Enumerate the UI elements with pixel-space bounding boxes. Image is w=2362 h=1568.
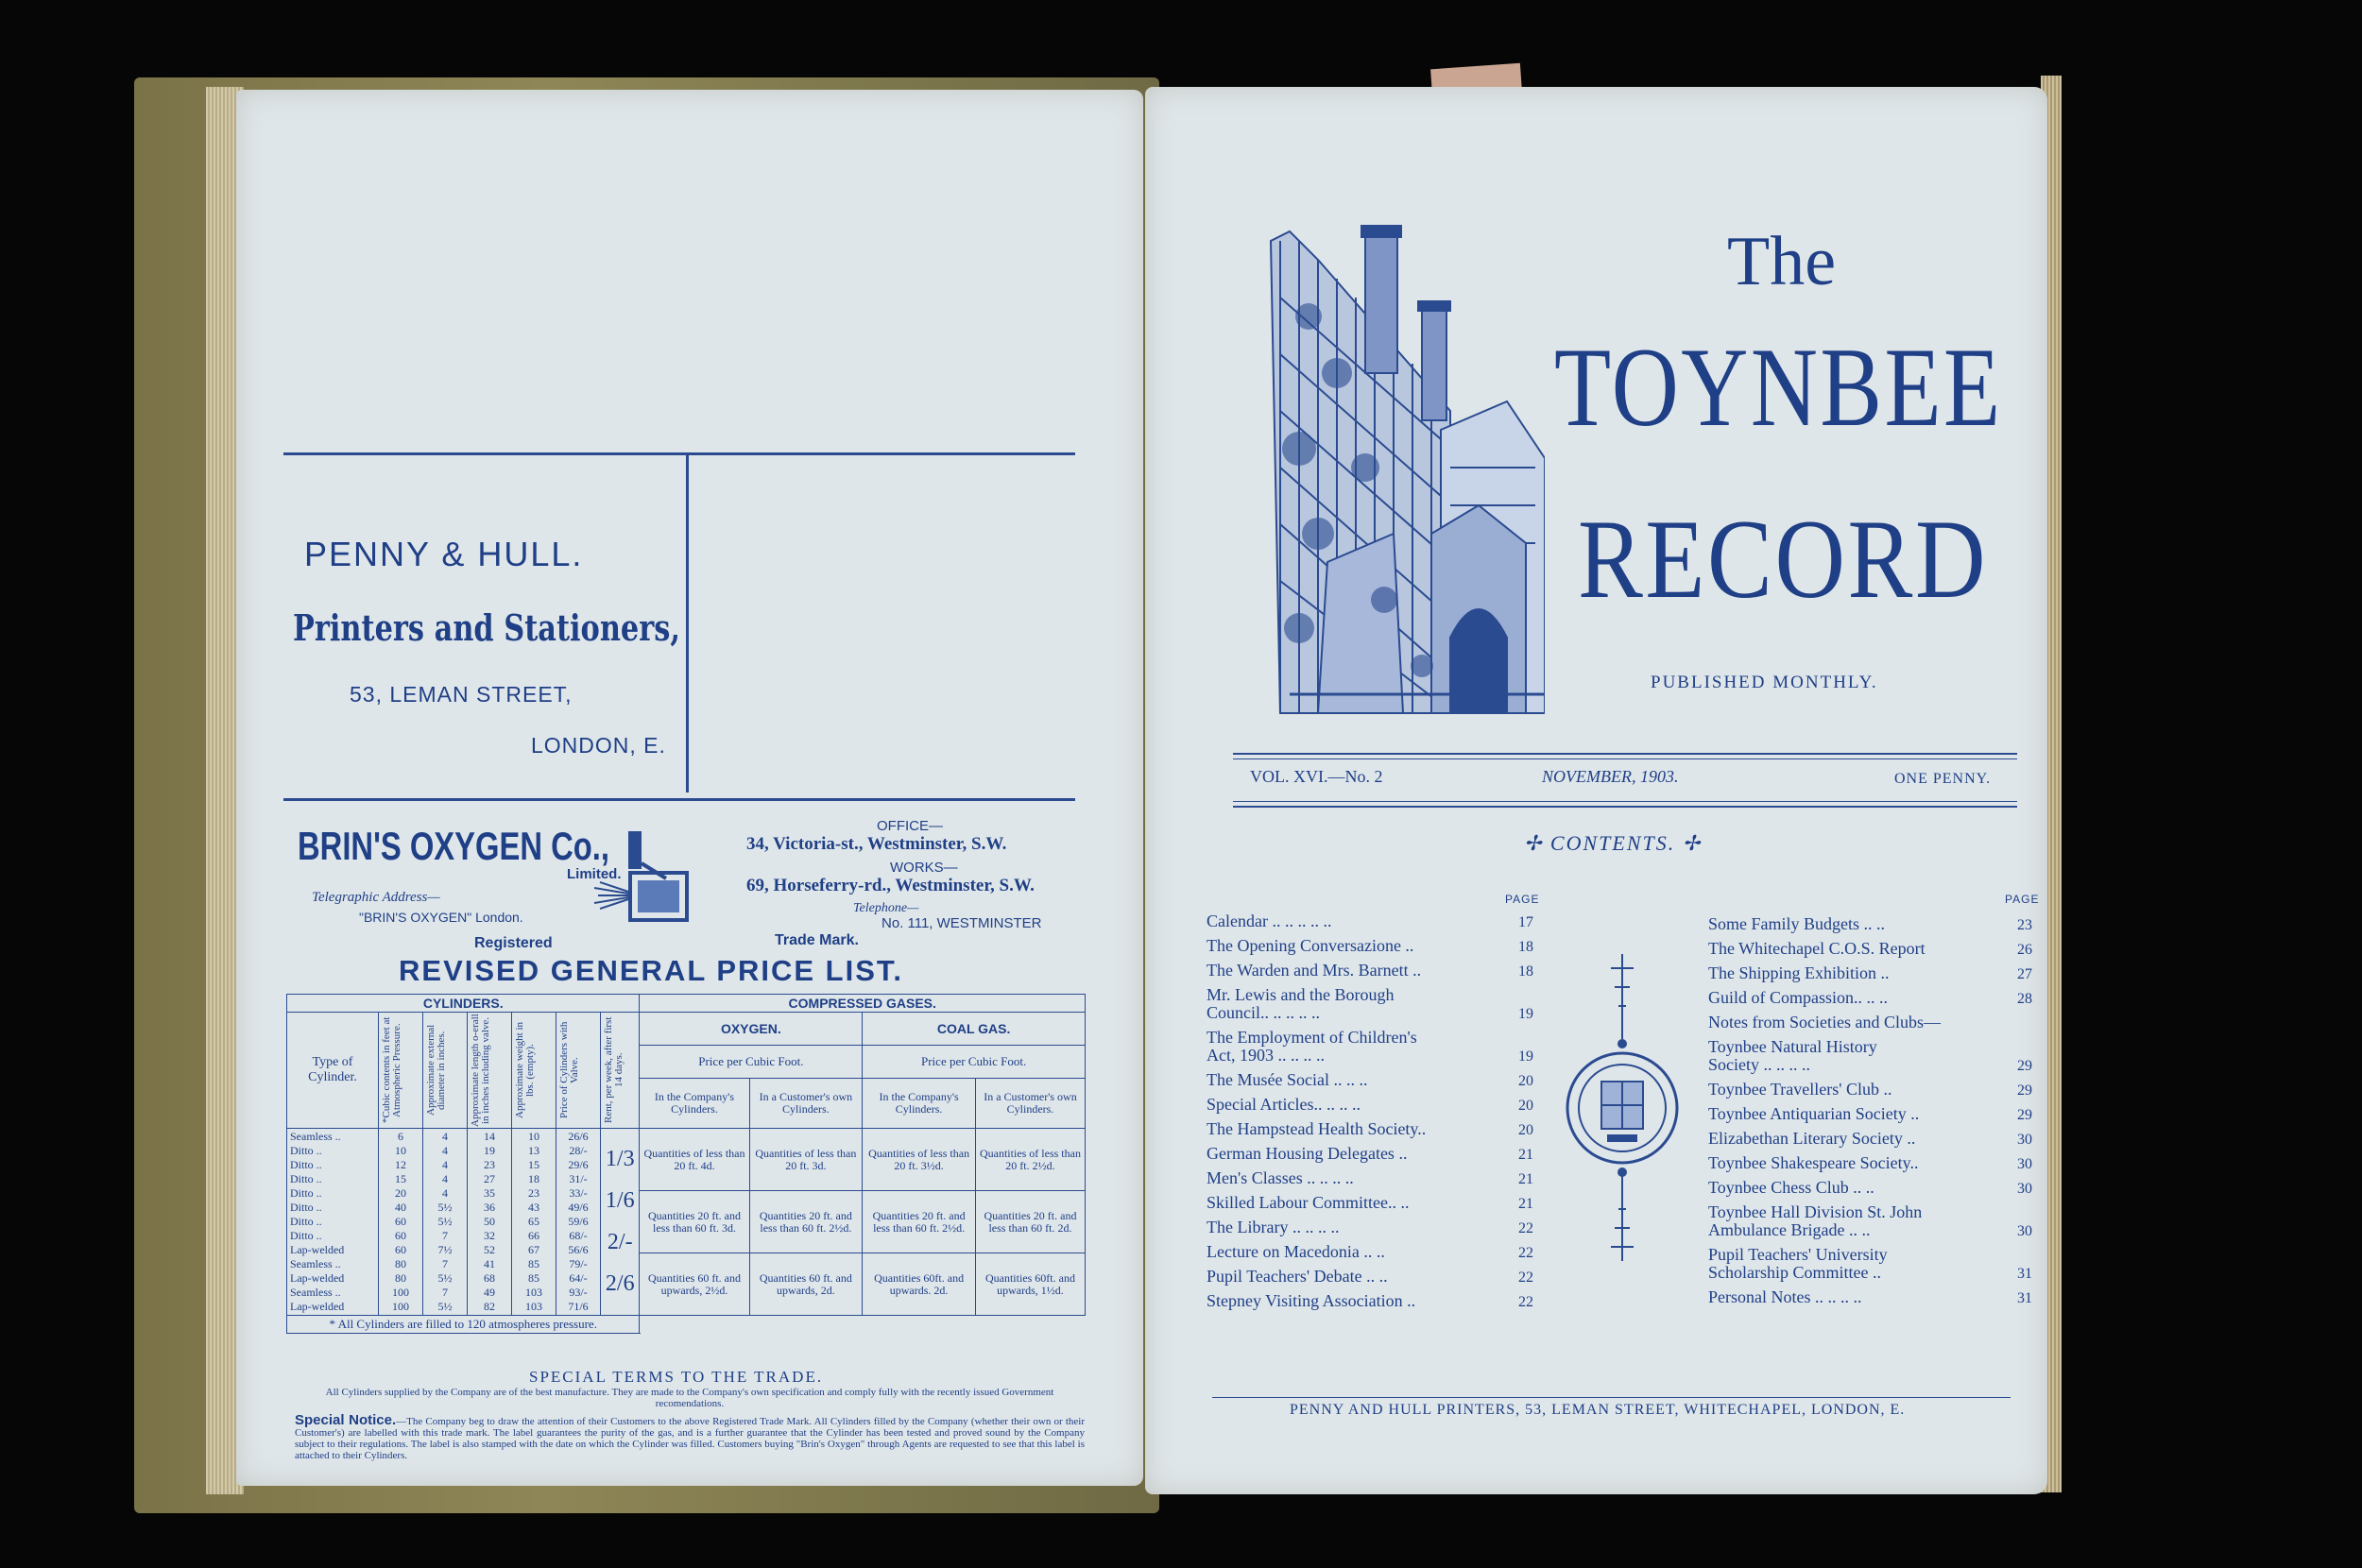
toc-entry-page: 29 [2017,1082,2032,1099]
trade-mark-label: Trade Mark. [775,932,859,948]
toc-entry-page: 29 [2017,1058,2032,1074]
toc-entry-title: Stepney Visiting Association .. [1207,1291,1416,1310]
rule-top-1 [1233,753,2017,755]
toc-entry-title: Notes from Societies and Clubs— [1708,1013,1941,1031]
toc-entry-page: 30 [2017,1156,2032,1172]
price-list-table [286,994,1086,1334]
telephone-label: Telephone— [853,901,919,915]
toc-entry-page: 19 [1518,1006,1533,1022]
telephone-value: No. 111, WESTMINSTER [881,915,1042,931]
toc-entry-page: 21 [1518,1147,1533,1163]
table-footnote: * All Cylinders are filled to 120 atmospheres pressure. [287,1316,640,1334]
price-list-title: REVISED GENERAL PRICE LIST. [399,954,904,987]
col-diameter-header: Approximate external diameter in inches. [425,1024,447,1116]
gases-header: COMPRESSED GASES. [640,995,1086,1013]
toc-entry-page: 18 [1518,939,1533,955]
office-address: 34, Victoria-st., Westminster, S.W. [746,834,1007,854]
published-monthly: PUBLISHED MONTHLY. [1651,673,1878,692]
toc-entry-page: 22 [1518,1245,1533,1261]
volume-number: VOL. XVI.—No. 2 [1250,767,1383,786]
gas-cell-2-1: Quantities 60 ft. and upwards, 2d. [749,1253,863,1316]
weight-column: 10 13 15 18 23 43 65 66 67 85 85 103 103 [525,1130,542,1313]
toc-entry-page: 20 [1518,1122,1533,1138]
title-toynbee: TOYNBEE [1554,324,2003,450]
toc-entry-page: 20 [1518,1073,1533,1089]
notice-label: Special Notice. [295,1412,397,1428]
rule-bottom-1 [1233,801,2017,802]
rule-top-2 [1233,758,2017,759]
oxygen-apparatus-icon [590,826,742,929]
gas-cell-0-2: Quantities of less than 20 ft. 3½d. [863,1129,976,1191]
title-record: RECORD [1578,496,1989,622]
printer-city: LONDON, E. [531,733,666,758]
building-illustration [1261,222,1545,718]
special-notice [295,1412,1085,1461]
toc-entry-page: 17 [1518,914,1533,930]
toc-entry-title: Toynbee Travellers' Club .. [1708,1080,1892,1099]
toc-entry-title: Guild of Compassion.. .. .. [1708,988,1889,1007]
gas-cell-0-1: Quantities of less than 20 ft. 3d. [749,1129,863,1191]
gas-cell-0-3: Quantities of less than 20 ft. 2½d. [975,1129,1085,1191]
notice-text: —The Company beg to draw the attention of their Customers to the above Registered Trade Mark. All Cylinders filled by the Company (whether their own or their Customer's) are labelled with this trade mark. The label guarantees the purity of the gas, and is a further guarantee that the Cylinder has been tested and proved sound by the Company subject to their regulations. The label is also stamped with the date on which the Cylinder was filled. Customers buying "Brin's Oxygen" through Agents are requested to see that this label is attached to their Cylinders. [295,1416,1085,1461]
toc-entry-title: Toynbee Antiquarian Society .. [1708,1104,1920,1123]
toc-entry-page: 21 [1518,1196,1533,1212]
col-type-header: Type of Cylinder. [287,1013,379,1129]
issue-date: NOVEMBER, 1903. [1542,767,1679,786]
oxygen-company-header: In the Company's Cylinders. [640,1078,749,1128]
toc-entry-title: Pupil Teachers' Debate .. .. [1207,1267,1388,1286]
special-terms: SPECIAL TERMS TO THE TRADE. [529,1368,824,1386]
issue-price: ONE PENNY. [1894,771,1992,787]
terms-text: All Cylinders supplied by the Company are of the best manufacture. They are made to the Company's own specification and comply fully with the recently issued Government recomendations. [325,1387,1054,1409]
col-weight-header: Approximate weight in lbs. (empty). [514,1021,536,1119]
footer-rule [1212,1397,2011,1398]
toc-entry-title: The Warden and Mrs. Barnett .. [1207,961,1422,980]
printer-street: 53, LEMAN STREET, [350,682,573,707]
price-column: 26/6 28/- 29/6 31/- 33/- 49/6 59/6 68/- 56/6 79/- 64/- 93/- 71/6 [568,1130,589,1313]
gas-cell-0-0: Quantities of less than 20 ft. 4d. [640,1129,749,1191]
registered-label: Registered [474,935,553,951]
toc-entry-page: 28 [2017,991,2032,1007]
toc-entry-title: Elizabethan Literary Society .. [1708,1129,1916,1148]
divider-mid [283,798,1075,801]
toc-entry-title: Skilled Labour Committee.. .. [1207,1193,1410,1212]
office-label: OFFICE— [877,818,943,834]
telegraphic-value: "BRIN'S OXYGEN" London. [359,910,523,925]
footer-printer: PENNY AND HULL PRINTERS, 53, LEMAN STREET, WHITECHAPEL, LONDON, E. [1290,1402,1906,1418]
toc-entry-title: Lecture on Macedonia .. .. [1207,1242,1385,1261]
col-rent-header: Rent, per week, after first 14 days. [603,1016,625,1124]
toc-right-page-label: PAGE [2005,893,2040,906]
toc-entry-page: 19 [1518,1048,1533,1065]
gas-cell-1-2: Quantities 20 ft. and less than 60 ft. 2½d. [863,1191,976,1253]
divider-top [283,452,1075,455]
university-seal-icon [1564,949,1682,1266]
telegraphic-label: Telegraphic Address— [312,890,440,905]
toc-entry-page: 20 [1518,1098,1533,1114]
toc-entry-page: 21 [1518,1171,1533,1187]
coal-company-header: In the Company's Cylinders. [863,1078,976,1128]
col-length-header: Approximate length o-erall in inches including valve. [470,1014,491,1127]
toc-entry-title: The Shipping Exhibition .. [1708,963,1890,982]
coal-gas-header: COAL GAS. [863,1013,1086,1046]
rule-bottom-2 [1233,806,2017,808]
toc-entry-title: Personal Notes .. .. .. .. [1708,1287,1862,1306]
toc-entry-title: The Library .. .. .. .. [1207,1218,1340,1236]
length-column: 14 19 23 27 35 36 50 32 52 41 68 49 82 [484,1130,495,1313]
toc-entry-page: 30 [2017,1181,2032,1197]
toc-entry-title: Men's Classes .. .. .. .. [1207,1168,1354,1187]
toc-entry-page: 30 [2017,1132,2032,1148]
toc-entry-title: Toynbee Natural History Society .. .. .. .. [1708,1037,1877,1074]
toc-entry-title: Calendar .. .. .. .. .. [1207,912,1332,930]
toc-entry-page: 27 [2017,966,2032,982]
toc-entry-page: 31 [2017,1290,2032,1306]
gas-cell-2-3: Quantities 60ft. and upwards, 1½d. [975,1253,1085,1316]
toc-entry-page: 22 [1518,1270,1533,1286]
types-column: Seamless .. Ditto .. Ditto .. Ditto .. Ditto .. Ditto .. Ditto .. Ditto .. Lap-welded Seamless .. Lap-welded Seamless .. Lap-welded [290,1130,345,1313]
brin-company: BRIN'S OXYGEN Co., [298,824,609,868]
gas-cell-2-2: Quantities 60ft. and upwards. 2d. [863,1253,976,1316]
toc-entry-title: Toynbee Shakespeare Society.. [1708,1153,1919,1172]
toc-entry-page: 23 [2017,917,2032,933]
toc-entry-title: Toynbee Hall Division St. John Ambulance Brigade .. .. [1708,1202,1923,1239]
col-price-header: Price of Cylinders with Valve. [558,1021,580,1119]
toc-entry-page: 26 [2017,942,2032,958]
gas-cell-1-1: Quantities 20 ft. and less than 60 ft. 2½d. [749,1191,863,1253]
brin-limited: Limited. [567,866,622,882]
works-label: WORKS— [890,860,958,876]
gas-cell-1-3: Quantities 20 ft. and less than 60 ft. 2d. [975,1191,1085,1253]
printer-trade: Printers and Stationers, [293,606,680,649]
toc-entry-title: German Housing Delegates .. [1207,1144,1408,1163]
toc-entry-title: Special Articles.. .. .. .. [1207,1095,1361,1114]
toc-entry-title: Toynbee Chess Club .. .. [1708,1178,1874,1197]
toc-entry-page: 22 [1518,1294,1533,1310]
contents-title: ✢ CONTENTS. ✢ [1524,831,1703,855]
coal-price-per-foot: Price per Cubic Foot. [863,1045,1086,1078]
oxygen-customer-header: In a Customer's own Cylinders. [749,1078,863,1128]
printer-name: PENNY & HULL. [304,535,584,573]
toc-left-page-label: PAGE [1505,893,1540,906]
title-the: The [1727,223,1837,300]
cylinders-header: CYLINDERS. [287,995,640,1013]
rent-column: 1/3 1/6 2/- 2/6 [605,1147,635,1296]
toc-entry-page: 22 [1518,1220,1533,1236]
col-contents-header: *Cubic contents in feet at Atmospheric Pressure. [381,1016,402,1124]
toc-entry-title: Pupil Teachers' University Scholarship Committee .. [1708,1245,1888,1282]
oxygen-header: OXYGEN. [640,1013,863,1046]
toc-entry-title: The Employment of Children's Act, 1903 .. .. .. .. [1207,1028,1417,1065]
toc-entry-title: The Whitechapel C.O.S. Report [1708,939,1926,958]
toc-entry-title: The Musée Social .. .. .. [1207,1070,1368,1089]
works-address: 69, Horseferry-rd., Westminster, S.W. [746,876,1035,895]
toc-entry-title: Mr. Lewis and the Borough Council.. .. .. .. .. [1207,985,1395,1022]
toc-entry-page: 18 [1518,963,1533,980]
gas-cell-2-0: Quantities 60 ft. and upwards, 2½d. [640,1253,749,1316]
oxygen-price-per-foot: Price per Cubic Foot. [640,1045,863,1078]
toc-entry-page: 29 [2017,1107,2032,1123]
toc-entry-page: 30 [2017,1223,2032,1239]
toc-entry-page: 31 [2017,1266,2032,1282]
contents-column: 6 10 12 15 20 40 60 60 60 80 80 100 100 [392,1130,409,1313]
toc-entry-title: The Hampstead Health Society.. [1207,1119,1427,1138]
diameter-column: 4 4 4 4 4 5½ 5½ 7 7½ 7 5½ 7 5½ [437,1130,453,1313]
toc-entry-title: Some Family Budgets .. .. [1708,914,1886,933]
coal-customer-header: In a Customer's own Cylinders. [975,1078,1085,1128]
gas-cell-1-0: Quantities 20 ft. and less than 60 ft. 3d. [640,1191,749,1253]
toc-entry-title: The Opening Conversazione .. [1207,936,1414,955]
divider-vertical [686,452,689,793]
